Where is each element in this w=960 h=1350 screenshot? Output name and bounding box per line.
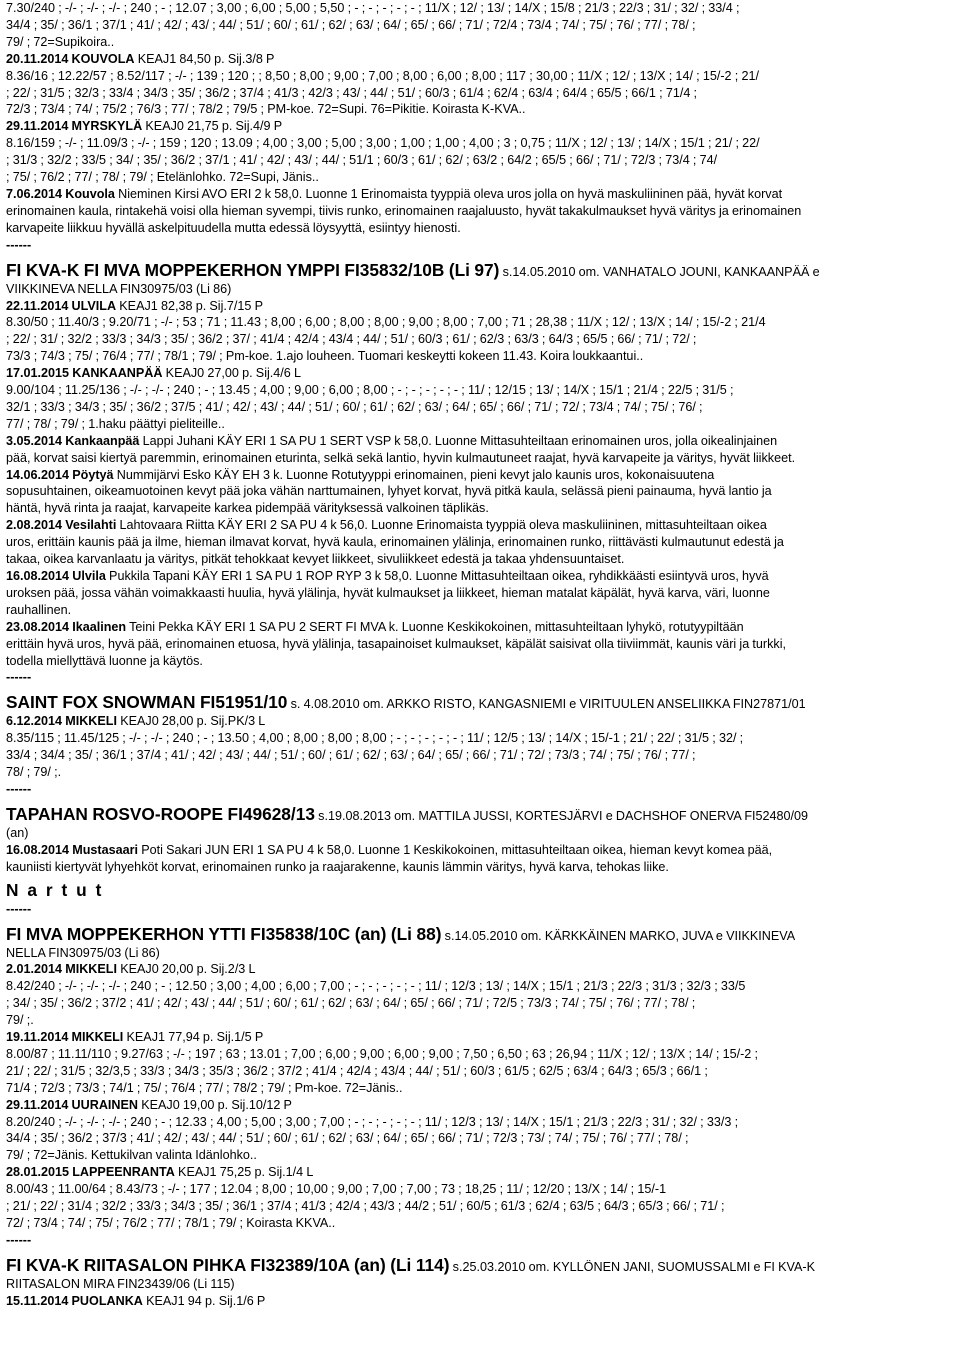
- dog-heading: [6, 692, 954, 713]
- dog-parent-line: NELLA FIN30975/03 (Li 86): [6, 945, 160, 960]
- show-date-place: 3.05.2014 Kankaanpää: [6, 433, 140, 448]
- result-line: ; 31/3 ; 32/2 ; 33/5 ; 34/ ; 35/ ; 36/2 ; 37/1 ; 41/ ; 42/ ; 43/ ; 44/ ; 51/1 ; 60/3 ; 61/ ; 62/ ; 63/2 ; 64/2 ; 65/5 ; 66/ ; 71/ ; 72/3 ; 73/4 ; 74/: [6, 153, 718, 168]
- result-line: 21/ ; 22/ ; 31/5 ; 32/3,5 ; 33/3 ; 34/3 ; 35/3 ; 36/2 ; 37/2 ; 41/4 ; 42/4 ; 43/4 ; 44/ ; 51/ ; 60/3 ; 61/5 ; 62/5 ; 63/4 ; 64/3 ; 65/3 ; 66/1 ;: [6, 1063, 708, 1078]
- critique-line: pää, korvat saisi kiertyä paremmin, erinomainen eturinta, selkä sekä lantio, hyvin kulmautuneet raajat, hyvä karvapeite ja väritys, hyvät liikkeet.: [6, 450, 796, 465]
- critique-line: erinomainen kaula, rintakehä voisi olla hieman syvempi, tiivis runko, erinomainen raajaluusto, hyvät takakulmaukset hyvä väritys ja erinomainen: [6, 203, 802, 218]
- show-heading: [6, 842, 954, 859]
- dog-birth-info: s.25.03.2010 om. KYLLÖNEN JANI, SUOMUSSALMI e FI KVA-K: [449, 1259, 815, 1274]
- trial-heading: [6, 1164, 954, 1181]
- result-line: ; 75/ ; 76/2 ; 77/ ; 78/ ; 79/ ; Etelänlohko. 72=Supi, Jänis..: [6, 170, 319, 185]
- critique-line: sopusuhtainen, oikeamuotoinen kevyt pää joka vähän narttumainen, lyhyet korvat, hyvä pitkä kaula, selässä pieni painauma, hyvä lantio ja: [6, 484, 772, 499]
- result-line: 8.16/159 ; -/- ; 11.09/3 ; -/- ; 159 ; 120 ; 13.09 ; 4,00 ; 3,00 ; 5,00 ; 3,00 ; 1,00 ; 1,00 ; 4,00 ; 3 ; 0,75 ; 11/X ; 12/ ; 13/ ; 14/X ; 15/1 ; 21/ ; 22/: [6, 136, 760, 151]
- separator: ------: [6, 781, 32, 796]
- trial-heading: [6, 1029, 954, 1046]
- trial-heading: [6, 1293, 954, 1310]
- separator: ------: [6, 237, 32, 252]
- dog-parent-line: (an): [6, 825, 29, 840]
- result-line: 79/ ; 72=Jänis. Kettukilvan valinta Idänlohko..: [6, 1148, 257, 1163]
- dog-title: SAINT FOX SNOWMAN FI51951/10: [6, 692, 288, 713]
- trial-date-place: 6.12.2014 MIKKELI: [6, 714, 117, 729]
- result-line: 8.30/50 ; 11.40/3 ; 9.20/71 ; -/- ; 53 ; 71 ; 11.43 ; 8,00 ; 6,00 ; 8,00 ; 8,00 ; 9,00 ; 8,00 ; 7,00 ; 71 ; 28,38 ; 11/X ; 12/ ; 13/X ; 14/ ; 15/-2 ; 21/4: [6, 315, 766, 330]
- dog-title: TAPAHAN ROSVO-ROOPE FI49628/13: [6, 803, 315, 824]
- result-line: 8.36/16 ; 12.22/57 ; 8.52/117 ; -/- ; 139 ; 120 ; ; 8,50 ; 8,00 ; 9,00 ; 7,00 ; 8,00 ; 6,00 ; 8,00 ; 117 ; 30,00 ; 11/X ; 12/ ; 13/X ; 14/ ; 15/-2 ; 21/: [6, 68, 759, 83]
- trial-info: KEAJ0 28,00 p. Sij.PK/3 L: [117, 714, 266, 729]
- show-date-place: 2.08.2014 Vesilahti: [6, 518, 117, 533]
- result-line: 72/3 ; 73/4 ; 74/ ; 75/2 ; 76/3 ; 77/ ; 78/2 ; 79/5 ; PM-koe. 72=Supi. 76=Pikitie. Koirasta K-KVA..: [6, 102, 526, 117]
- result-line: 9.00/104 ; 11.25/136 ; -/- ; -/- ; 240 ; - ; 13.45 ; 4,00 ; 9,00 ; 6,00 ; 8,00 ; - ; - ; - ; - ; - ; 11/ ; 12/15 ; 13/ ; 14/X ; 15/1 ; 21/4 ; 22/5 ; 31/5 ;: [6, 383, 734, 398]
- trial-date-place: 20.11.2014 KOUVOLA: [6, 51, 135, 66]
- result-line: 7.30/240 ; -/- ; -/- ; -/- ; 240 ; - ; 12.07 ; 3,00 ; 6,00 ; 5,00 ; 5,50 ; - ; - ; - ; - ; - ; 11/X ; 12/ ; 13/ ; 14/X ; 15/8 ; 21/3 ; 22/3 ; 31/ ; 32/ ; 33/4 ;: [6, 1, 740, 15]
- result-line: 72/ ; 73/4 ; 74/ ; 75/ ; 76/2 ; 77/ ; 78/1 ; 79/ ; Koirasta KKVA..: [6, 1216, 336, 1230]
- trial-heading: [6, 365, 954, 382]
- result-line: 8.00/87 ; 11.11/110 ; 9.27/63 ; -/- ; 197 ; 63 ; 13.01 ; 7,00 ; 6,00 ; 9,00 ; 6,00 ; 9,00 ; 7,50 ; 6,50 ; 63 ; 26,94 ; 11/X ; 12/ ; 13/X ; 14/ ; 15/-2 ;: [6, 1046, 759, 1061]
- show-heading: [6, 619, 954, 636]
- trial-info: KEAJ0 20,00 p. Sij.2/3 L: [117, 962, 256, 977]
- show-critique: Nieminen Kirsi AVO ERI 2 k 58,0. Luonne 1 Erinomaista tyyppiä oleva uros jolla on hyvä maskuliininen pää, hyvät korvat: [114, 186, 783, 201]
- trial-date-place: 29.11.2014 UURAINEN: [6, 1097, 139, 1112]
- trial-heading: [6, 51, 954, 68]
- result-line: ; 22/ ; 31/5 ; 32/3 ; 33/4 ; 34/3 ; 35/ ; 36/2 ; 37/4 ; 41/3 ; 42/3 ; 43/ ; 44/ ; 51/ ; 60/3 ; 61/4 ; 62/4 ; 63/4 ; 64/4 ; 65/5 ; 66/1 ; 71/4 ;: [6, 85, 698, 100]
- critique-line: uroksen pää, jossa vähän voimakkaasti huulia, hyvä ylälinja, hyvät kulmaukset ja liikkeet, hieman matalat käpälät, hyvä karva, väri, luonne: [6, 585, 770, 600]
- result-line: ; 22/ ; 31/ ; 32/2 ; 33/3 ; 34/3 ; 35/ ; 36/2 ; 37/ ; 41/4 ; 42/4 ; 43/4 ; 44/ ; 51/ ; 60/3 ; 61/ ; 62/3 ; 63/3 ; 64/3 ; 65/5 ; 66/ ; 71/ ; 72/ ;: [6, 332, 697, 347]
- separator: ------: [6, 1232, 32, 1247]
- result-line: 34/4 ; 35/ ; 36/1 ; 37/1 ; 41/ ; 42/ ; 43/ ; 44/ ; 51/ ; 60/ ; 61/ ; 62/ ; 63/ ; 64/ ; 65/ ; 66/ ; 71/ ; 72/4 ; 73/4 ; 74/ ; 75/ ; 76/ ; 77/ ; 78/ ;: [6, 17, 696, 32]
- critique-line: rauhallinen.: [6, 602, 72, 617]
- dog-title: FI MVA MOPPEKERHON YTTI FI35838/10C (an) (Li 88): [6, 923, 442, 944]
- result-line: 32/1 ; 33/3 ; 34/3 ; 35/ ; 36/2 ; 37/5 ; 41/ ; 42/ ; 43/ ; 44/ ; 51/ ; 60/ ; 61/ ; 62/ ; 63/ ; 64/ ; 65/ ; 66/ ; 71/ ; 72/ ; 73/4 ; 74/ ; 75/ ; 76/ ;: [6, 399, 703, 414]
- result-line: 33/4 ; 34/4 ; 35/ ; 36/1 ; 37/4 ; 41/ ; 42/ ; 43/ ; 44/ ; 51/ ; 60/ ; 61/ ; 62/ ; 63/ ; 64/ ; 65/ ; 66/ ; 71/ ; 72/ ; 73/3 ; 74/ ; 75/ ; 76/ ; 77/ ;: [6, 748, 696, 763]
- result-line: 79/ ;.: [6, 1013, 34, 1028]
- dog-heading: [6, 804, 954, 825]
- show-date-place: 7.06.2014 Kouvola: [6, 186, 115, 201]
- dog-birth-info: s.14.05.2010 om. VANHATALO JOUNI, KANKAANPÄÄ e: [499, 264, 820, 279]
- trial-info: KEAJ1 94 p. Sij.1/6 P: [142, 1293, 266, 1308]
- show-critique: Lahtovaara Riitta KÄY ERI 2 SA PU 4 k 56,0. Luonne Erinomaista tyyppiä oleva maskuliininen, mittasuhteiltaan oikea: [116, 518, 767, 533]
- result-line: 79/ ; 72=Supikoira..: [6, 34, 115, 49]
- critique-line: takaa, oikea karvanlaatu ja väritys, pitkät tehokkaat kevyet liikkeet, sivuliikkeet edestä ja takaa yhdensuuntaiset.: [6, 552, 625, 567]
- show-date-place: 16.08.2014 Ulvila: [6, 569, 106, 583]
- trial-info: KEAJ0 21,75 p. Sij.4/9 P: [142, 119, 283, 134]
- show-date-place: 23.08.2014 Ikaalinen: [6, 619, 127, 634]
- dog-heading: [6, 1255, 954, 1276]
- show-critique: Teini Pekka KÄY ERI 1 SA PU 2 SERT FI MVA k. Luonne Keskikokoinen, mittasuhteiltaan lyhykö, rotutyypiltään: [126, 619, 744, 634]
- trial-info: KEAJ0 19,00 p. Sij.10/12 P: [138, 1097, 292, 1112]
- dog-birth-info: s.19.08.2013 om. MATTILA JUSSI, KORTESJÄRVI e DACHSHOF ONERVA FI52480/09: [314, 808, 809, 823]
- critique-line: uros, erittäin kaunis pää ja ilme, hieman ilmavat korvat, hyvä kaula, erinomainen ylälinja, erinomainen runko, riittävästi kulmautunut edestä ja: [6, 535, 784, 550]
- result-line: 8.20/240 ; -/- ; -/- ; -/- ; 240 ; - ; 12.33 ; 4,00 ; 5,00 ; 3,00 ; 7,00 ; - ; - ; - ; - ; - ; 11/ ; 12/3 ; 13/ ; 14/X ; 15/1 ; 21/3 ; 22/3 ; 31/ ; 32/ ; 33/3 ;: [6, 1114, 739, 1129]
- result-line: 73/3 ; 74/3 ; 75/ ; 76/4 ; 77/ ; 78/1 ; 79/ ; Pm-koe. 1.ajo louheen. Tuomari keskeytti kokeen 11.43. Koira loukkaantui..: [6, 349, 644, 364]
- trial-info: KEAJ1 77,94 p. Sij.1/5 P: [123, 1030, 264, 1045]
- show-critique: Poti Sakari JUN ERI 1 SA PU 4 k 58,0. Luonne 1 Keskikokoinen, mittasuhteiltaan oikea, hieman kevyt komea pää,: [138, 842, 773, 857]
- dog-heading: [6, 924, 954, 945]
- trial-date-place: 29.11.2014 MYRSKYLÄ: [6, 119, 143, 134]
- trial-info: KEAJ1 75,25 p. Sij.1/4 L: [174, 1165, 314, 1180]
- dog-parent-line: VIIKKINEVA NELLA FIN30975/03 (Li 86): [6, 281, 232, 296]
- trial-date-place: 2.01.2014 MIKKELI: [6, 962, 117, 977]
- dog-parent-line: RIITASALON MIRA FIN23439/06 (Li 115): [6, 1276, 235, 1291]
- trial-info: KEAJ1 84,50 p. Sij.3/8 P: [134, 51, 275, 66]
- result-line: 78/ ; 79/ ;.: [6, 765, 62, 780]
- dog-title: FI KVA-K RIITASALON PIHKA FI32389/10A (an) (Li 114): [6, 1254, 450, 1275]
- show-critique: Nummijärvi Esko KÄY EH 3 k. Luonne Rotutyyppi erinomainen, pieni kevyt jalo kaunis uros, kokonaisuutena: [113, 467, 715, 482]
- result-line: ; 21/ ; 22/ ; 31/4 ; 32/2 ; 33/3 ; 34/3 ; 35/ ; 36/1 ; 37/4 ; 41/3 ; 42/4 ; 43/3 ; 44/2 ; 51/ ; 60/5 ; 61/3 ; 62/4 ; 63/5 ; 64/3 ; 65/3 ; 66/ ; 71/ ;: [6, 1199, 725, 1214]
- critique-line: kauniisti kiertyvät lyhyehköt korvat, erinomainen runko ja raajarakenne, kaunis lämmin väritys, hyvä karva, tehokas liike.: [6, 859, 669, 874]
- dog-birth-info: s. 4.08.2010 om. ARKKO RISTO, KANGASNIEMI e VIRITUULEN ANSELIIKKA FIN27871/01: [287, 697, 806, 712]
- trial-date-place: 15.11.2014 PUOLANKA: [6, 1293, 143, 1308]
- critique-line: todella miellyttävä luonne ja käytös.: [6, 653, 203, 668]
- trial-info: KEAJ1 82,38 p. Sij.7/15 P: [116, 298, 263, 313]
- section-heading-females: N a r t u t: [6, 879, 104, 900]
- critique-line: häntä, hyvä rinta ja raajat, karvapeite karkea pidempää värityksessä valkoinen täplikäs.: [6, 501, 489, 516]
- trial-date-place: 19.11.2014 MIKKELI: [6, 1030, 124, 1045]
- result-line: 71/4 ; 72/3 ; 73/3 ; 74/1 ; 75/ ; 76/4 ; 77/ ; 78/2 ; 79/ ; Pm-koe. 72=Jänis..: [6, 1080, 403, 1095]
- show-critique: Pukkila Tapani KÄY ERI 1 SA PU 1 ROP RYP 3 k 58,0. Luonne Mittasuhteiltaan oikea, ryhdikkäästi esiintyvä uros, hyvä: [105, 569, 769, 583]
- result-line: 77/ ; 78/ ; 79/ ; 1.haku päättyi pieliteille..: [6, 416, 225, 431]
- show-date-place: 14.06.2014 Pöytyä: [6, 467, 114, 482]
- show-critique: Lappi Juhani KÄY ERI 1 SA PU 1 SERT VSP k 58,0. Luonne Mittasuhteiltaan erinomainen uros, jolla oikealinjainen: [139, 433, 778, 448]
- dog-heading: [6, 260, 954, 281]
- result-line: 8.00/43 ; 11.00/64 ; 8.43/73 ; -/- ; 177 ; 12.04 ; 8,00 ; 10,00 ; 9,00 ; 7,00 ; 7,00 ; 73 ; 18,25 ; 11/ ; 12/20 ; 13/X ; 14/ ; 15/-1: [6, 1182, 667, 1197]
- trial-heading: [6, 713, 954, 730]
- show-date-place: 16.08.2014 Mustasaari: [6, 842, 139, 857]
- show-heading: [6, 568, 954, 585]
- dog-birth-info: s.14.05.2010 om. KÄRKKÄINEN MARKO, JUVA e VIIKKINEVA: [441, 928, 796, 943]
- trial-heading: [6, 1097, 954, 1114]
- trial-date-place: 28.01.2015 LAPPEENRANTA: [6, 1165, 175, 1180]
- show-heading: [6, 433, 954, 450]
- result-line: 34/4 ; 35/ ; 36/2 ; 37/3 ; 41/ ; 42/ ; 43/ ; 44/ ; 51/ ; 60/ ; 61/ ; 62/ ; 63/ ; 64/ ; 65/ ; 66/ ; 71/ ; 72/3 ; 73/ ; 74/ ; 75/ ; 76/ ; 77/ ; 78/ ;: [6, 1131, 689, 1146]
- trial-heading: [6, 961, 954, 978]
- show-heading: [6, 467, 954, 484]
- result-line: ; 34/ ; 35/ ; 36/2 ; 37/2 ; 41/ ; 42/ ; 43/ ; 44/ ; 51/ ; 60/ ; 61/ ; 62/ ; 63/ ; 64/ ; 65/ ; 66/ ; 71/ ; 72/5 ; 73/3 ; 74/ ; 75/ ; 76/ ; 77/ ; 78/ ;: [6, 996, 696, 1011]
- trial-info: KEAJ0 27,00 p. Sij.4/6 L: [162, 366, 302, 381]
- show-heading: [6, 186, 954, 203]
- separator: ------: [6, 670, 32, 685]
- trial-date-place: 17.01.2015 KANKAANPÄÄ: [6, 366, 163, 381]
- critique-line: erittäin hyvä uros, hyvä pää, erinomainen etuosa, hyvä ylälinja, tasapainoiset kulmaukset, käpälät saisivat olla tiiviimmät, kaunis väri ja turkki,: [6, 636, 786, 651]
- show-heading: [6, 517, 954, 534]
- critique-line: karvapeite liikkuu hyvällä askelpituudella mutta edessä löysyyttä, esiintyy hienosti.: [6, 220, 461, 235]
- result-line: 8.42/240 ; -/- ; -/- ; -/- ; 240 ; - ; 12.50 ; 3,00 ; 4,00 ; 6,00 ; 7,00 ; - ; - ; - ; - ; - ; 11/ ; 12/3 ; 13/ ; 14/X ; 15/1 ; 21/3 ; 22/3 ; 31/3 ; 32/3 ; 33/5: [6, 979, 746, 994]
- trial-date-place: 22.11.2014 ULVILA: [6, 298, 117, 313]
- result-line: 8.35/115 ; 11.45/125 ; -/- ; -/- ; 240 ; - ; 13.50 ; 4,00 ; 8,00 ; 8,00 ; 8,00 ; - ; - ; - ; - ; - ; 11/ ; 12/5 ; 13/ ; 14/X ; 15/-1 ; 21/ ; 22/ ; 31/5 ; 32/ ;: [6, 731, 744, 746]
- trial-heading: [6, 298, 954, 315]
- trial-heading: [6, 118, 954, 135]
- separator: ------: [6, 901, 32, 916]
- dog-title: FI KVA-K FI MVA MOPPEKERHON YMPPI FI35832/10B (Li 97): [6, 259, 500, 280]
